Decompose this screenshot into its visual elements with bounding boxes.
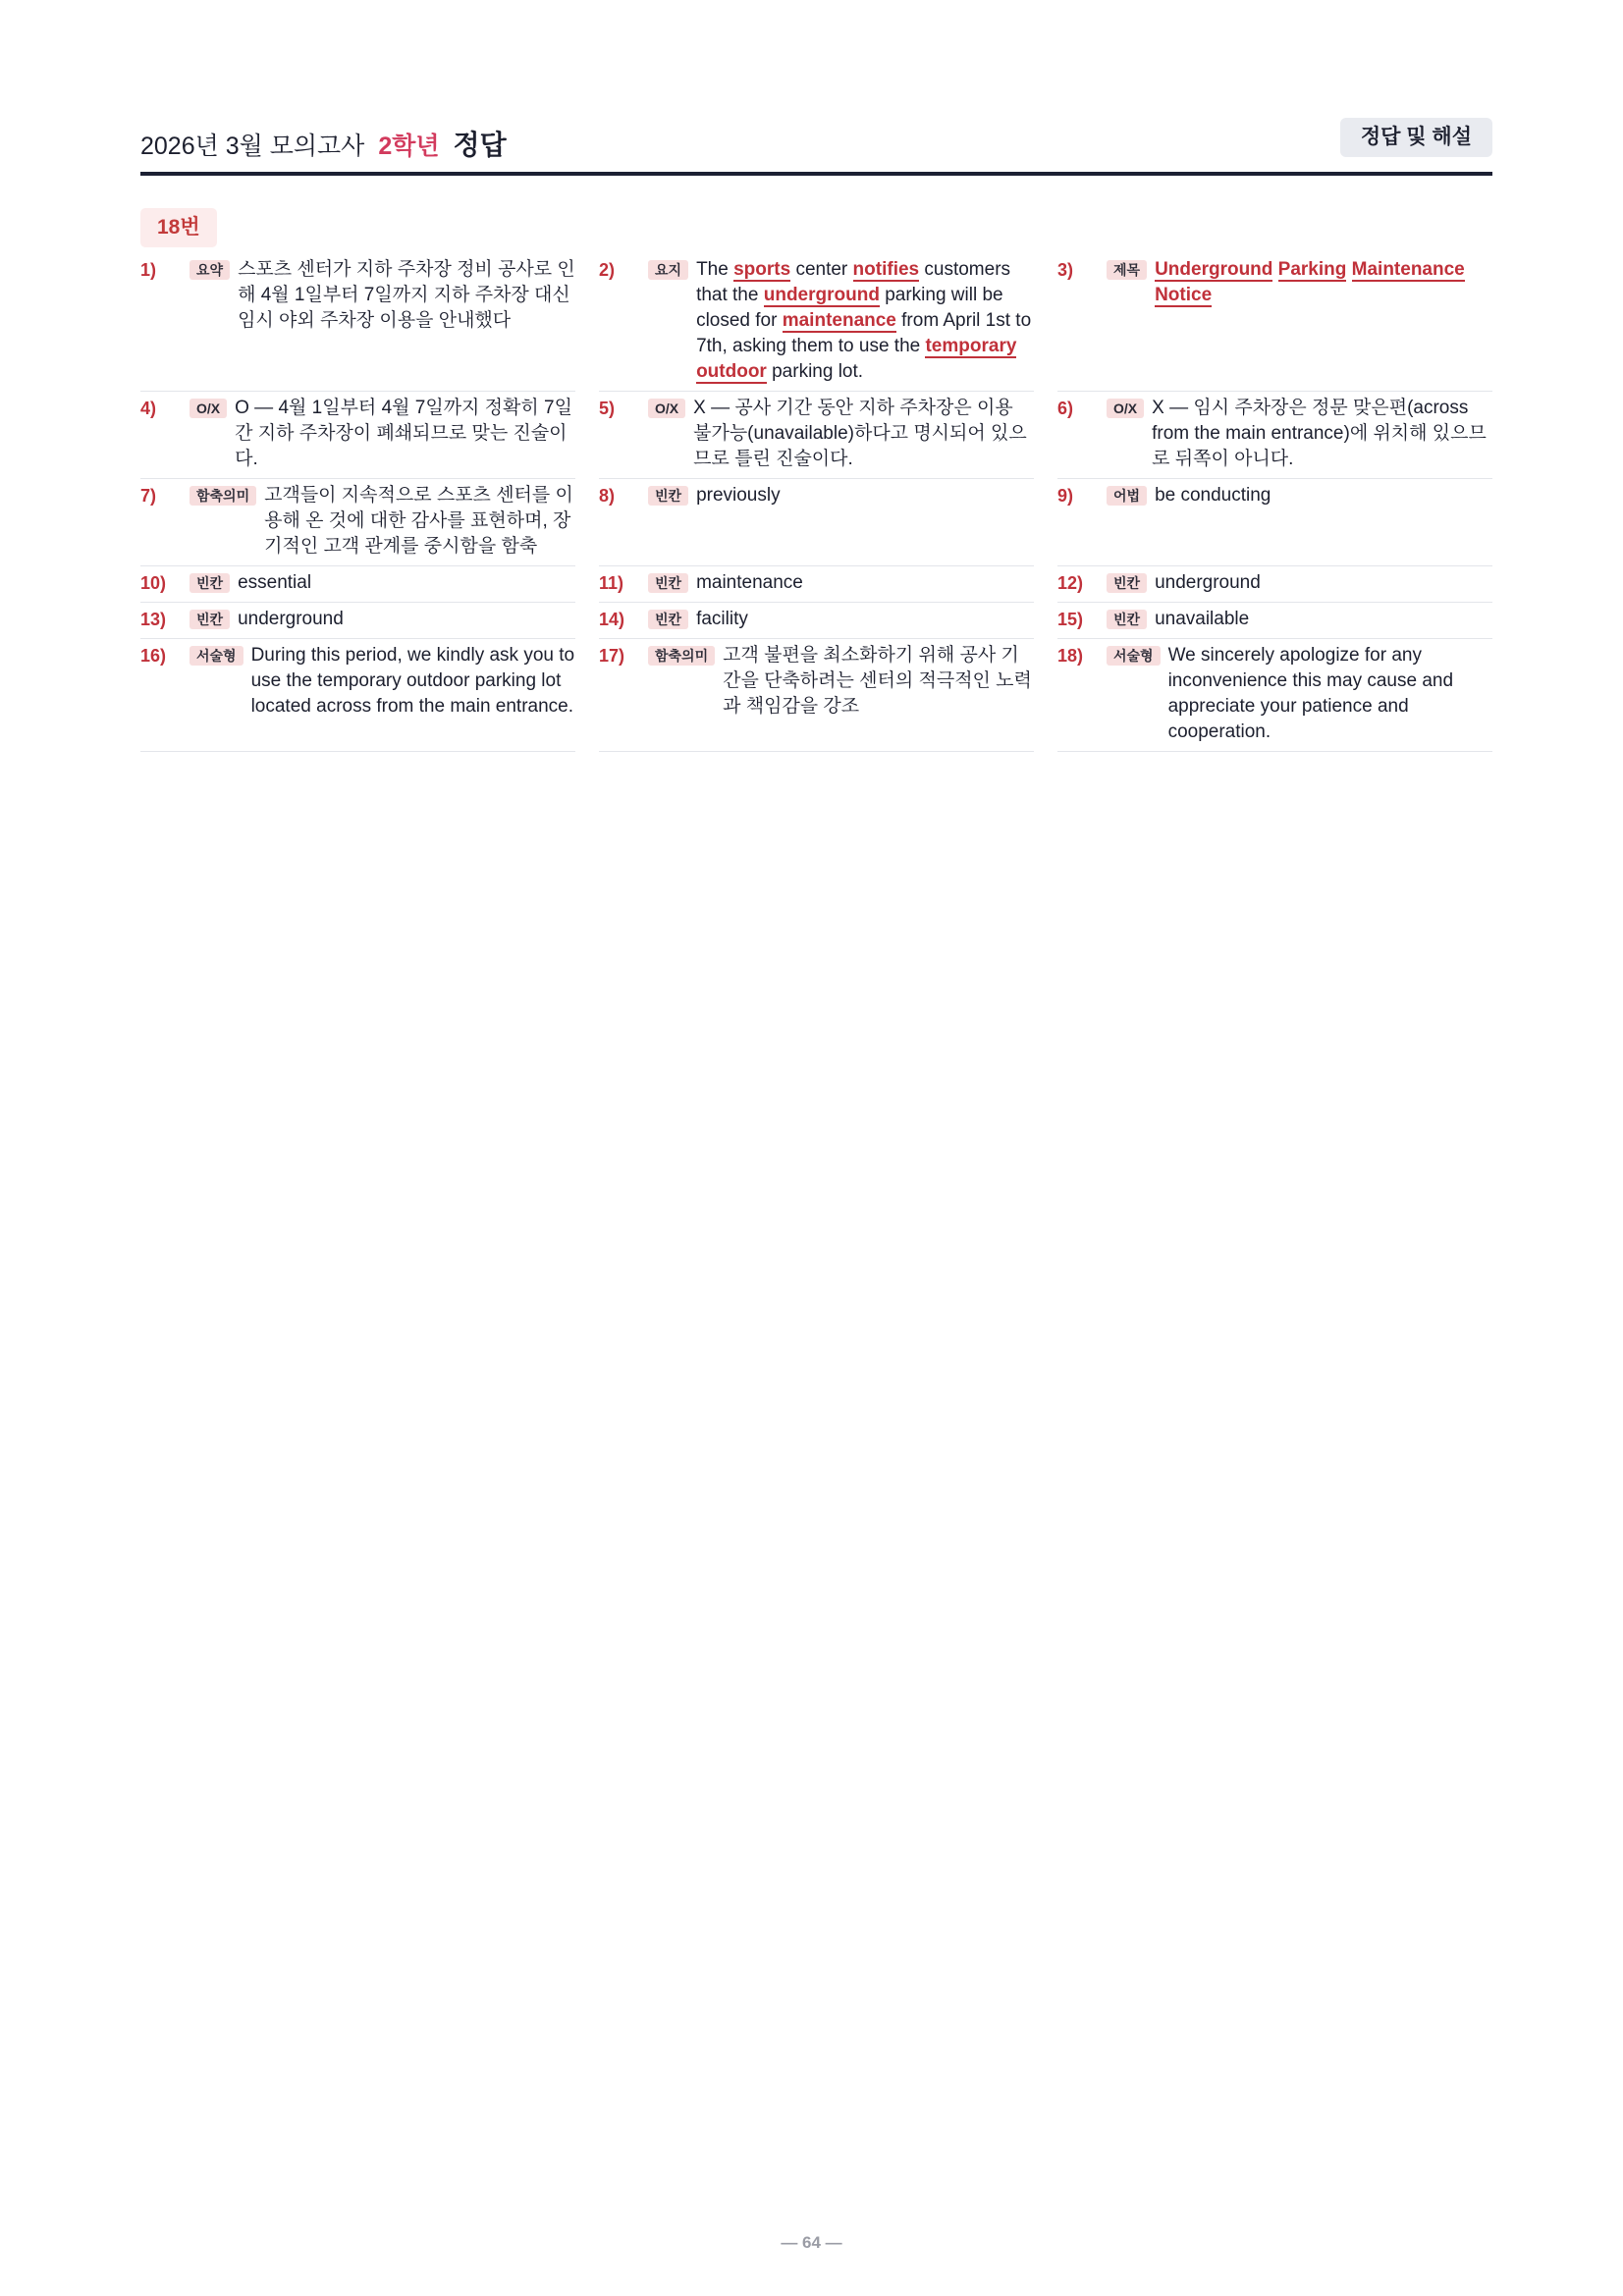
- item-answer-text: X — 임시 주차장은 정문 맞은편(across from the main entrance)에 위치해 있으므로 뒤쪽이 아니다.: [1152, 398, 1487, 469]
- item-type-tag: 제목: [1107, 260, 1147, 280]
- item-type-tag: 빈칸: [648, 573, 688, 593]
- item-number: 18): [1057, 646, 1084, 666]
- answer-grid: [140, 253, 1492, 752]
- item-number: 15): [1057, 610, 1084, 629]
- answer-item: [140, 603, 575, 639]
- answer-item: [1057, 639, 1492, 752]
- item-type-tag: 빈칸: [1107, 610, 1147, 629]
- answer-item: [599, 566, 1034, 603]
- item-type-tag: 요약: [189, 260, 230, 280]
- item-answer-text: We sincerely apologize for any inconvenience this may cause and appreciate your patience and cooperation.: [1167, 645, 1454, 742]
- item-answer-text: essential: [238, 572, 312, 593]
- item-type-tag: 빈칸: [189, 573, 230, 593]
- item-type-tag: O/X: [1107, 399, 1144, 418]
- highlighted-keyword: notifies: [852, 259, 920, 280]
- text-segment: parking lot.: [766, 361, 864, 382]
- item-type-tag: 서술형: [189, 646, 243, 666]
- item-number: 11): [599, 573, 624, 593]
- answer-item: [599, 479, 1034, 566]
- item-type-tag: 빈칸: [648, 610, 688, 629]
- text-segment: customers that the: [696, 259, 1011, 305]
- item-number: 1): [140, 260, 157, 280]
- text-segment: center: [790, 259, 853, 280]
- item-number: 4): [140, 399, 157, 418]
- item-answer-text: 고객 불편을 최소화하기 위해 공사 기간을 단축하려는 센터의 적극적인 노력과 책임감을 강조: [723, 645, 1032, 717]
- item-type-tag: O/X: [648, 399, 685, 418]
- page-title: [140, 124, 507, 163]
- highlighted-keyword: underground: [763, 285, 880, 305]
- item-answer-text: [696, 257, 1034, 385]
- item-number: 3): [1057, 260, 1074, 280]
- answer-item: [1057, 392, 1492, 479]
- item-number: 5): [599, 399, 616, 418]
- answer-item: [599, 253, 1034, 392]
- item-type-tag: O/X: [189, 399, 227, 418]
- highlighted-keyword: maintenance: [782, 310, 896, 331]
- item-number: 17): [599, 646, 625, 666]
- item-number: 16): [140, 646, 167, 666]
- answer-item: [1057, 479, 1492, 566]
- text-segment: parking will be closed for: [696, 285, 1003, 331]
- highlighted-keyword: Notice: [1155, 285, 1213, 305]
- item-number: 6): [1057, 399, 1074, 418]
- item-type-tag: 요지: [648, 260, 688, 280]
- answer-item: [140, 566, 575, 603]
- item-type-tag: 어법: [1107, 486, 1147, 506]
- highlighted-keyword: Underground: [1155, 259, 1273, 280]
- answer-item: [1057, 603, 1492, 639]
- item-number: 13): [140, 610, 167, 629]
- answer-item: [140, 392, 575, 479]
- item-answer-text: underground: [238, 609, 344, 629]
- highlighted-keyword: Maintenance: [1351, 259, 1465, 280]
- item-answer-text: 스포츠 센터가 지하 주차장 정비 공사로 인해 4월 1일부터 7일까지 지하 주차장 대신 임시 야외 주차장 이용을 안내했다: [238, 259, 575, 331]
- page-number: — 64 —: [781, 2233, 842, 2252]
- answer-item: [599, 603, 1034, 639]
- item-answer-text: facility: [696, 609, 748, 629]
- item-answer-text: 고객들이 지속적으로 스포츠 센터를 이용해 온 것에 대한 감사를 표현하며, 장기적인 고객 관계를 중시함을 함축: [264, 485, 573, 557]
- highlighted-keyword: outdoor: [696, 361, 767, 382]
- item-answer-text: [1155, 257, 1492, 308]
- text-segment: The: [696, 259, 734, 280]
- answer-item: [140, 479, 575, 566]
- answer-label: 정답: [453, 130, 507, 160]
- item-number: 10): [140, 573, 167, 593]
- item-answer-text: underground: [1155, 572, 1261, 593]
- question-number-badge: 18번: [140, 208, 217, 247]
- answer-explanation-badge: 정답 및 해설: [1340, 118, 1492, 157]
- answer-item: [140, 639, 575, 752]
- item-answer-text: unavailable: [1155, 609, 1250, 629]
- item-number: 2): [599, 260, 616, 280]
- highlighted-keyword: sports: [733, 259, 791, 280]
- text-segment: [1346, 259, 1351, 280]
- page-header: [140, 116, 1492, 161]
- item-answer-text: X — 공사 기간 동안 지하 주차장은 이용 불가능(unavailable)하다고 명시되어 있으므로 틀린 진술이다.: [693, 398, 1027, 469]
- highlighted-keyword: Parking: [1277, 259, 1347, 280]
- item-answer-text: During this period, we kindly ask you to use the temporary outdoor parking lot located across from the main entrance.: [250, 645, 575, 717]
- item-answer-text: previously: [696, 485, 781, 506]
- highlighted-keyword: temporary: [925, 336, 1017, 356]
- item-answer-text: O — 4월 1일부터 4월 7일까지 정확히 7일간 지하 주차장이 폐쇄되므로 맞는 진술이다.: [235, 398, 572, 469]
- answer-item: [140, 253, 575, 392]
- text-segment: from April 1st to 7th, asking them to use the: [696, 310, 1032, 356]
- answer-item: [1057, 566, 1492, 603]
- grade-label: 2학년: [378, 133, 440, 160]
- item-number: 7): [140, 486, 157, 506]
- item-number: 9): [1057, 486, 1074, 506]
- item-type-tag: 빈칸: [189, 610, 230, 629]
- item-number: 12): [1057, 573, 1084, 593]
- item-number: 14): [599, 610, 625, 629]
- item-type-tag: 빈칸: [1107, 573, 1147, 593]
- item-type-tag: 서술형: [1107, 646, 1161, 666]
- answer-item: [599, 639, 1034, 752]
- item-type-tag: 함축의미: [189, 486, 256, 506]
- item-number: 8): [599, 486, 616, 506]
- answer-item: [599, 392, 1034, 479]
- exam-title: 2026년 3월 모의고사: [140, 133, 365, 160]
- text-segment: [1272, 259, 1277, 280]
- item-answer-text: be conducting: [1155, 485, 1271, 506]
- item-answer-text: maintenance: [696, 572, 803, 593]
- item-type-tag: 빈칸: [648, 486, 688, 506]
- answer-item: [1057, 253, 1492, 392]
- item-type-tag: 함축의미: [648, 646, 715, 666]
- header-divider: [140, 172, 1492, 176]
